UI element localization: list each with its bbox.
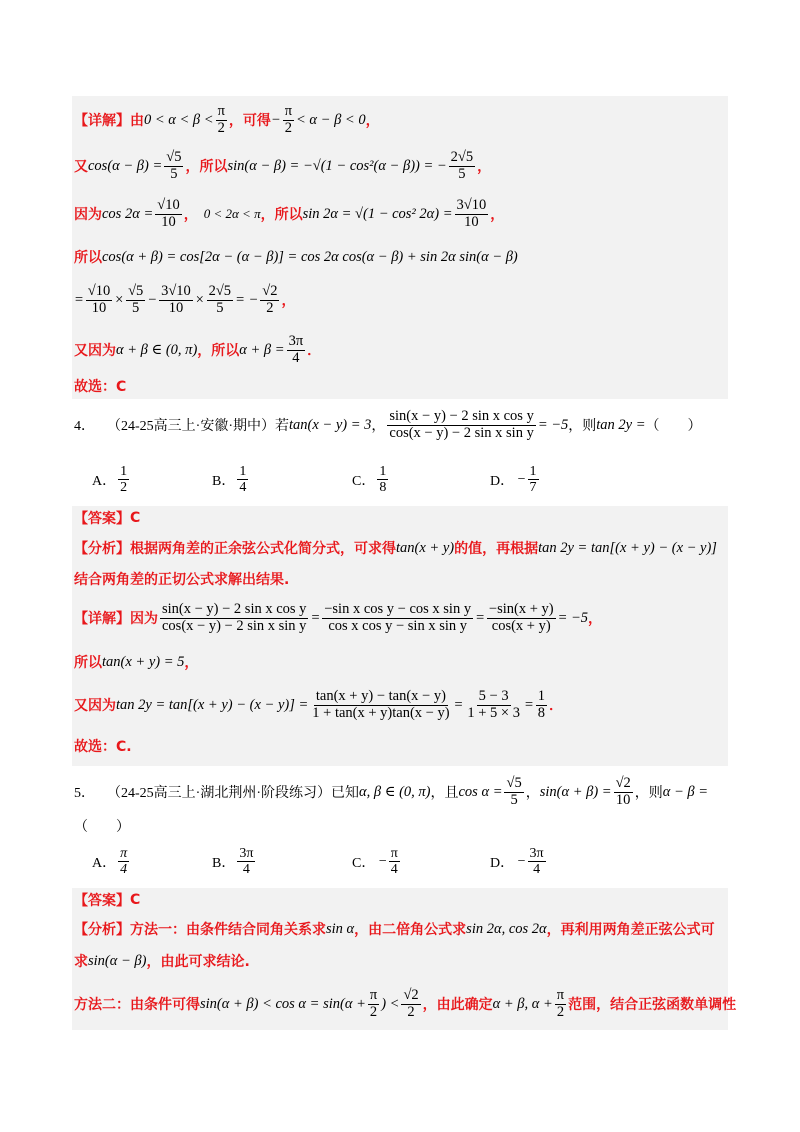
text: 因为 [130,611,158,627]
text: ， [184,655,199,671]
fraction: $\frac{1}{2}$ [120,464,128,496]
q5-answer [74,890,730,910]
text: 方法二：由条件可得 [74,997,200,1013]
math: − [270,111,281,128]
text: 因为 [74,207,102,223]
fraction: $\frac{√5}{5}$ [128,282,144,316]
fraction: $\frac{√2}{2}$ [403,986,419,1020]
text: 又 [74,159,88,175]
text: 范围，结合正弦函数单调性 [568,997,737,1013]
text: ， [490,207,505,223]
fraction: $\frac{3\pi}{4}$ [239,846,254,878]
math: − [147,291,158,308]
s3-line-1 [74,100,730,140]
math: = [475,609,485,626]
text: ，所以 [185,159,228,175]
option-d[interactable]: D． − $\frac{1}{7}$ [490,464,537,496]
analysis-tag: 【分析】 [74,922,130,938]
fraction: $\frac{1}{7}$ [529,464,537,496]
text: 根据两角差的正余弦公式化简分式，可求得 [130,541,396,557]
math: sin 2α = √(1 − cos² 2α) = [302,205,453,222]
math: cos(α + β) = cos[2α − (α − β)] = cos 2α cos(α − β) + sin 2α sin(α − β) [102,248,518,265]
option-label: A． [92,855,117,871]
answer-blank: （ ） [645,419,702,434]
text: ，则 [568,419,597,434]
s3-line-6 [74,330,730,370]
math: tan 2y = tan[(x + y) − (x − y)] [538,539,717,556]
fraction: $\frac{2√5}{5}$ [450,148,474,182]
option-label: D． [490,855,515,871]
option-label: C． [352,855,376,871]
option-b[interactable] [212,846,257,878]
text: 所以 [74,250,102,266]
math: × [114,291,125,308]
fraction: $\frac{-\sin(x + y)}{\cos(x + y)}$ [488,600,554,634]
answer-value: C [130,510,141,526]
math: cos α = [458,783,503,800]
q4-conclusion [74,736,730,756]
s3-line-5 [74,280,730,320]
analysis-tag: 【分析】 [74,541,130,557]
math: = − [235,291,259,308]
question-number: 4． [74,419,95,434]
fraction: $\frac{\pi}{2}$ [284,102,293,136]
text: ， [371,419,386,434]
fraction: $\frac{√2}{2}$ [262,282,278,316]
s3-line-3 [74,194,730,234]
s3-line-2 [74,146,730,186]
math: sin(α − β) = −√(1 − cos²(α − β)) = − [227,157,447,174]
question-4-stem [74,402,730,448]
math: 0 < α < β < [144,111,214,128]
fraction: $\frac{\pi}{2}$ [556,986,565,1020]
math: α − β = [662,783,709,800]
math: = [523,696,534,713]
math: tan 2y = tan[(x + y) − (x − y)] = [116,696,309,713]
question-number: 5． [74,786,95,801]
fraction: $\frac{1}{8}$ [537,687,545,721]
fraction: $\frac{\text{sin(x − y) − 2 sin x cos y}}{\text{cos(x − y) − 2 sin x sin y}}$ [162,600,307,634]
text: ，所以 [260,207,303,223]
fraction: $\frac{1}{4}$ [239,464,247,496]
q4-detail-3 [74,684,730,726]
math: tan(x + y) [396,539,455,556]
math: sin(α + β) = [539,783,612,800]
detail-tag: 【详解】 [74,611,130,627]
text: 所以 [74,655,102,671]
detail-tag: 【详解】 [74,113,130,129]
text: ， [365,113,380,129]
text: 又因为 [74,343,116,359]
option-c[interactable]: C． − $\frac{\pi}{4}$ [352,846,398,878]
math: 0 < 2α < π [203,206,261,221]
fraction: $\frac{√2}{10}$ [615,774,631,808]
option-d[interactable]: D． − $\frac{3\pi}{4}$ [490,846,544,878]
option-label: D． [490,473,515,489]
math: cos 2α = [102,205,154,222]
math: = [453,696,464,713]
fraction: $\frac{\text{−sin x cos y − cos x sin y}}{\text{cos x cos y − sin x sin y}}$ [324,600,472,634]
text: 求 [74,954,88,970]
math: α + β ∈ (0, π) [116,341,198,358]
answer-value: C [130,892,141,908]
fraction: $\frac{√5}{5}$ [506,774,522,808]
text: ， [477,159,492,175]
fraction: $\frac{√5}{5}$ [166,148,182,182]
conclusion: 故选：C. [74,739,132,755]
text: 由 [130,113,144,129]
text: 又因为 [74,698,116,714]
question-5-blank [74,816,730,836]
fraction: $\frac{1}{8}$ [379,464,387,496]
fraction: $\frac{\tan(x + y) - \tan(x - y)}{1 + \tan(x + y)\tan(x - y)}$ [312,687,450,721]
q4-answer [74,508,730,528]
option-b[interactable] [212,464,250,496]
text: ， [281,293,296,309]
math: sin(α + β) < cos α = sin(α + [200,995,366,1012]
text: ，则 [634,786,663,801]
text: ， [183,207,198,223]
math: α, β ∈ (0, π) [359,783,431,800]
math: sin 2α, cos 2α [466,920,547,937]
option-label: A． [92,473,117,489]
s3-line-4 [74,242,730,272]
text: ． [549,698,563,714]
fraction: $\frac{√10}{10}$ [157,196,180,230]
fraction: $\frac{\pi}{2}$ [369,986,378,1020]
option-c[interactable] [352,464,390,496]
math: ) < [381,995,400,1012]
option-a[interactable] [92,846,131,878]
text: ，所以 [197,343,240,359]
option-label: B． [212,473,236,489]
fraction: $\frac{3\pi}{4}$ [288,332,304,366]
question-source: （24-25高三上·安徽·期中）若 [107,419,289,434]
q4-analysis-1 [74,534,730,562]
fraction: $\frac{\text{sin(x − y) − 2 sin x cos y}}{\text{cos(x − y) − 2 sin x sin y}}$ [389,407,534,441]
math: = −5 [537,416,569,433]
text: ，由此确定 [422,997,493,1013]
text: ． [307,343,322,359]
math: sin α [326,920,355,937]
text: 的值，再根据 [454,541,539,557]
text: 结合两角差的正切公式求解出结果. [74,572,290,588]
text: 方法一：由条件结合同角关系求 [130,922,326,938]
text: ，由此可求结论. [146,954,250,970]
answer-blank: （ ） [74,820,130,835]
q5-analysis-1 [74,916,730,942]
text: ，可得 [228,113,271,129]
math: tan(x − y) = 3 [289,416,372,433]
fraction: $\frac{2√5}{5}$ [208,282,232,316]
option-a[interactable] [92,464,131,496]
question-source: （24-25高三上·湖北荆州·阶段练习）已知 [107,786,359,801]
math: < α − β < 0 [296,111,366,128]
fraction: $\frac{√10}{10}$ [87,282,111,316]
fraction: $\frac{\pi}{2}$ [217,102,225,136]
fraction: $\frac{3\pi}{4}$ [529,846,544,878]
math: = [310,609,321,626]
fraction: $\frac{3√10}{10}$ [161,282,191,316]
text: ， [588,611,603,627]
math: × [194,291,205,308]
answer-tag: 【答案】 [74,893,130,909]
math: α + β = [239,341,285,358]
math: cos(α − β) = [88,157,163,174]
math: tan 2y = [596,416,646,433]
math: α + β, α + [492,995,553,1012]
option-label: C． [352,473,376,489]
s3-conclusion [74,376,730,396]
q5-analysis-2 [74,948,730,974]
fraction: $\frac{\pi}{4}$ [120,846,128,878]
math: = −5 [557,609,589,626]
fraction: $\frac{5 - 3}{1 + 5 \times 3}$ [467,687,520,721]
q4-analysis-2 [74,568,730,590]
text: ，且 [430,786,459,801]
fraction: $\frac{3√10}{10}$ [456,196,487,230]
fraction: $\frac{\pi}{4}$ [390,846,398,878]
conclusion: 故选：C [74,379,127,395]
math: sin(α − β) [88,952,147,969]
math: tan(x + y) = 5 [102,653,185,670]
question-5-stem: 5． （24-25高三上·湖北荆州·阶段练习）已知 α, β ∈ (0, π) ，且 cos α = $\frac{√5}{5}$ ， sin(α + β) = $\frac{√2}{10}$ ，则 α − β = [74,774,709,808]
q4-detail-2 [74,650,730,674]
math: = [74,291,84,308]
answer-tag: 【答案】 [74,511,130,527]
text: ，由二倍角公式求 [354,922,467,938]
text: ，再利用两角差正弦公式可 [546,922,715,938]
q5-analysis-3 [74,984,737,1024]
q4-detail-1 [74,598,730,638]
option-label: B． [212,855,236,871]
